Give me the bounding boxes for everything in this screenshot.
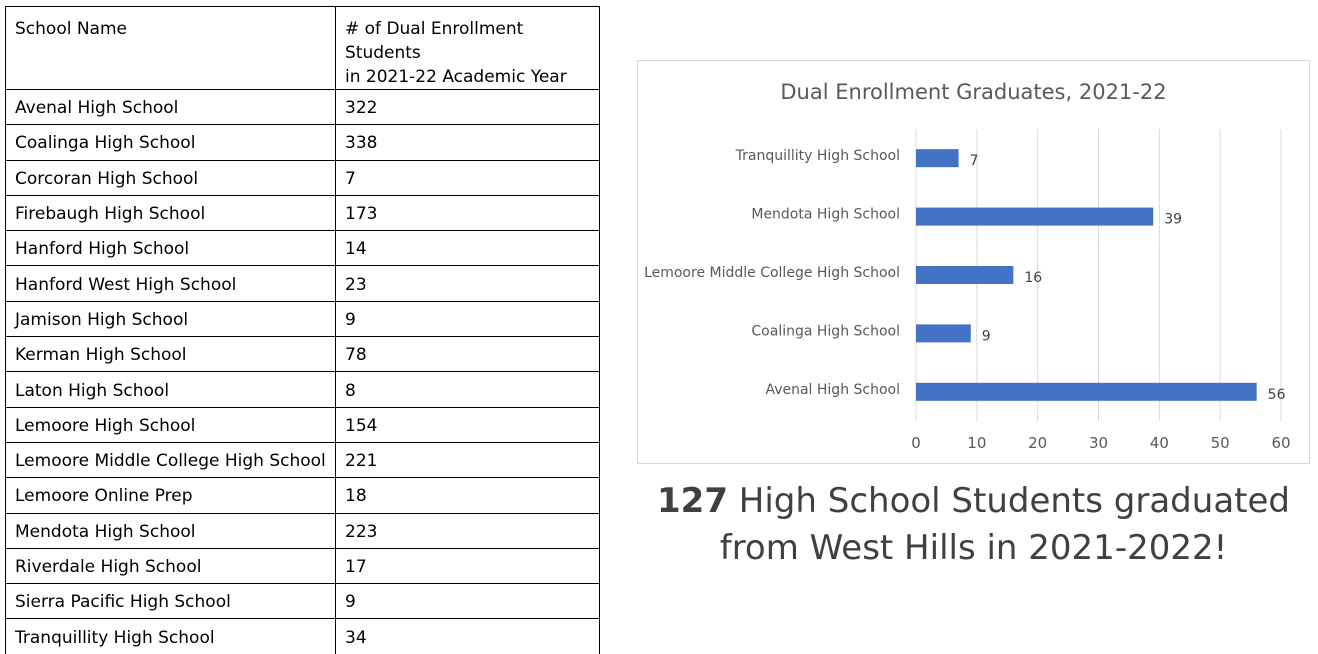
bar: [916, 383, 1257, 401]
school-name-cell: Lemoore Middle College High School: [6, 442, 336, 477]
x-tick-label: 30: [1088, 434, 1109, 452]
table-row: [6, 266, 600, 301]
table-row: [6, 478, 600, 513]
headline-line1-text: High School Students graduated: [727, 481, 1290, 521]
table-row: [6, 372, 600, 407]
headline-line2: from West Hills in 2021-2022!: [719, 528, 1228, 568]
school-name-cell: Firebaugh High School: [6, 195, 336, 230]
enrollment-count-cell: 9: [336, 301, 600, 336]
school-name-cell: Hanford High School: [6, 231, 336, 266]
table-row: [6, 337, 600, 372]
table-row: [6, 195, 600, 230]
bar-chart-svg: [638, 61, 1309, 463]
enrollment-count-cell: 223: [336, 513, 600, 548]
table-row: [6, 90, 600, 125]
table-body: [6, 90, 600, 654]
enrollment-count-cell: 154: [336, 407, 600, 442]
school-name-cell: Tranquillity High School: [6, 619, 336, 654]
table-row: [6, 125, 600, 160]
bar-data-label: 16: [1024, 270, 1043, 286]
bar: [916, 266, 1013, 284]
enrollment-count-cell: 18: [336, 478, 600, 513]
school-name-cell: Mendota High School: [6, 513, 336, 548]
headline: [637, 478, 1310, 572]
school-name-cell: Lemoore High School: [6, 407, 336, 442]
x-tick-label: 40: [1149, 434, 1169, 452]
table-row: [6, 584, 600, 619]
x-tick-label: 0: [911, 434, 921, 452]
school-name-cell: Jamison High School: [6, 301, 336, 336]
enrollment-count-cell: 7: [336, 160, 600, 195]
school-name-cell: Corcoran High School: [6, 160, 336, 195]
enrollment-table: [5, 6, 600, 654]
table-row: [6, 407, 600, 442]
school-name-cell: Hanford West High School: [6, 266, 336, 301]
enrollment-count-cell: 14: [336, 231, 600, 266]
enrollment-count-cell: 338: [336, 125, 600, 160]
table-row: [6, 231, 600, 266]
bar: [916, 208, 1153, 226]
headline-line1: [637, 478, 1310, 525]
enrollment-count-cell: 8: [336, 372, 600, 407]
header-school-name: School Name: [6, 7, 336, 90]
school-name-cell: Laton High School: [6, 372, 336, 407]
x-tick-label: 20: [1028, 434, 1048, 452]
enrollment-count-cell: 221: [336, 442, 600, 477]
table-row: [6, 513, 600, 548]
bar-data-label: 7: [969, 153, 979, 170]
table-header-row: [6, 7, 600, 90]
school-name-cell: Sierra Pacific High School: [6, 584, 336, 619]
y-category-label: Lemoore Middle College High School: [644, 265, 900, 281]
y-category-label: Mendota High School: [751, 206, 900, 223]
enrollment-count-cell: 17: [336, 548, 600, 583]
x-tick-label: 50: [1210, 434, 1230, 452]
header-count-line2: in 2021-22 Academic Year: [345, 67, 567, 87]
table-row: [6, 442, 600, 477]
table-row: [6, 548, 600, 583]
headline-number: 127: [657, 481, 728, 521]
chart-title: Dual Enrollment Graduates, 2021-22: [780, 80, 1167, 104]
table-row: [6, 301, 600, 336]
bar: [916, 324, 971, 342]
enrollment-count-cell: 9: [336, 584, 600, 619]
header-count-line1: # of Dual Enrollment Students: [345, 19, 524, 63]
enrollment-count-cell: 34: [336, 619, 600, 654]
school-name-cell: Kerman High School: [6, 337, 336, 372]
bar-data-label: 56: [1267, 386, 1286, 403]
school-name-cell: Lemoore Online Prep: [6, 478, 336, 513]
header-enrollment-count: [336, 7, 600, 90]
school-name-cell: Coalinga High School: [6, 125, 336, 160]
school-name-cell: Riverdale High School: [6, 548, 336, 583]
bar-data-label: 9: [981, 328, 991, 345]
enrollment-count-cell: 23: [336, 266, 600, 301]
y-category-label: Avenal High School: [765, 381, 900, 398]
x-tick-label: 60: [1271, 434, 1291, 452]
bar: [916, 149, 959, 167]
table-row: [6, 619, 600, 654]
enrollment-count-cell: 173: [336, 195, 600, 230]
bar-chart: [637, 60, 1310, 464]
y-category-label: Tranquillity High School: [735, 148, 900, 165]
bar-data-label: 39: [1164, 211, 1183, 228]
x-tick-label: 10: [967, 434, 987, 452]
school-name-cell: Avenal High School: [6, 90, 336, 125]
enrollment-count-cell: 322: [336, 90, 600, 125]
table-row: [6, 160, 600, 195]
y-category-label: Coalinga High School: [751, 323, 900, 340]
enrollment-count-cell: 78: [336, 337, 600, 372]
